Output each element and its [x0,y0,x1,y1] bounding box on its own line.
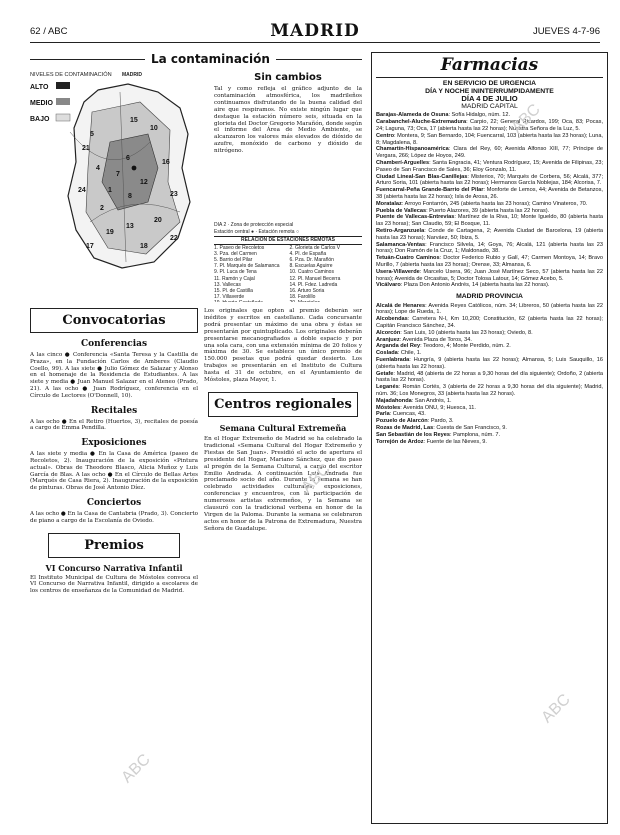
pharmacy-addresses: Avenida ONU, 9; Huesca, 11. [403,404,476,411]
conferencias-title: Conferencias [80,339,148,349]
watermark: ABC [538,691,574,727]
middle-column [204,308,362,823]
pharmacy-addresses: San Luis, 10 (abierta hasta las 23 horas); Oviedo, 8. [403,329,533,336]
svg-text:10: 10 [150,125,158,132]
pharmacy-district: Barajas-Alameda de Osuna [376,112,449,119]
capital-title: MADRID CAPITAL [461,102,518,110]
pharmacy-entry: Barajas-Alameda de Osuna: Sofía Hidalgo, núm. 12. [376,112,511,119]
legend: Estación central ● · Estación remota ○ [214,229,299,236]
pharmacy-district: Usera-Villaverde [376,268,420,275]
contamination-map [30,72,210,272]
pharmacy-district: Ciudad Lineal-San Blas-Canillejas [376,173,468,180]
conferencias-text: A las cinco ● Conferencia «Santa Teresa y la Castilla de Praza», en la Fundación Carlos de Amberes (Claudio Coello, 99). A las siete ● Julio Gómez de Salazar y Alonso en el homenaje de la Residencia de Estudiantes. A las siete y media ● Juan Manuel Salazar en el Ateneo (Prado, 21). A las ocho ● Juan Rodríguez, conferencia en el Círculo de Lectores (O'Donnell, 10). [30,352,198,399]
capital-pharmacy-list [372,112,607,289]
pharmacy-entry: Ciudad Lineal-San Blas-Canillejas: Misterios, 70; Marqués de Corbera, 56; Alcalá, 377; Arturo Soria, 101 (abierta hasta las 22 horas); Hermanos García Noblejas, 184; Alcorisa, 7. [376,173,603,187]
pharmacy-district: Rozas de Madrid, Las [376,425,434,432]
pharmacy-district: Coslada [376,350,398,357]
pharmacy-district: Fuencarral-Peña Grande-Barrio del Pilar [376,187,484,194]
station-item: 18. Farolillo [289,294,316,301]
convocatorias-header: Convocatorias [30,308,198,333]
station-item: 1. Paseo de Recoletos [214,244,265,251]
pharmacy-district: Getafe [376,370,394,377]
pharmacy-addresses: Fuente de las Nieves, 9. [426,438,487,445]
svg-text:12: 12 [140,179,148,186]
pharmacy-addresses: Martínez de la Riva, 10; Monte Igueldo, 80 (abierta hasta las 23 horas); San Claudio, 59; El Bosque, 11. [376,214,604,228]
exposiciones-text: A las siete y media ● En la Casa de América (paseo de Recoletos, 2). Inauguración de la exposición «Pintura actual». Obras de Theodore Blasco, Alicia Muñoz y Luis García de Blas. A las ocho ● En el Círculo de Bellas Artes (Marqués de Casa Riera, 2). Inauguración de la exposición de pinturas. Obras de José Antonio Díez. [30,451,198,492]
pharmacy-entry: Arganda del Rey: Teodoro, 4; Monte Perdido, núm. 2. [376,343,511,350]
pharmacy-addresses: Cuesta de San Francisco, 9. [436,425,507,432]
station-item: 17. Villaverde [214,294,245,301]
station-item [290,300,363,302]
svg-text:15: 15 [130,117,138,124]
pharmacy-addresses: Pardo, 3. [430,418,454,425]
svg-text:1: 1 [108,187,112,194]
premio-continuation-text: Los originales que opten al premio deberán ser inéditos y escritos en castellano. Cada concursante podrá presentar un máximo de una obra y éstas se presentarán por quintuplicado. Los originales deberán presentarse mecanografiados a doble espacio y por una sola cara, con una extensión mínima de 20 folios y máxima de 30. Se establece un único premio de 150.000 pesetas que podrá quedar desierto. Los trabajos se presentarán en el Instituto de Cultura hasta el 31 de octubre, en el Ayuntamiento de Móstoles, plaza Mayor, 1. [204,308,362,384]
pharmacy-addresses: Arroyo Fontarrón, 245 (abierta hasta las 23 horas); Camino Vinateros, 70. [404,200,588,207]
stations-list [214,245,362,302]
issue-date: JUEVES 4-7-96 [532,26,600,37]
pharmacy-district: Puente de Vallecas-Entrevías [376,214,455,221]
station-item: 4. Pl. de España [289,250,327,257]
stations-box [214,222,362,302]
pharmacy-entry: Chamberí-Arguelles: Santa Engracia, 41; Ventura Rodríguez, 15; Avenida de Filipinas, 23; Paseo de San Francisco de Sales, 36; Eloy Gonzalo, 11. [376,159,604,173]
article-text: Tal y como refleja el gráfico adjunto de la contaminación atmosférica, los madrileños continuamos disfrutando de la buena calidad del aire que respiramos. No existe ningún lugar que destaque la estación número seis, situada en la glorieta del Doctor Gregorio Marañón, donde según el informe del Área de Medio Ambiente, se alcanzaron los valores más elevados de dióxido de azufre, monóxido de carbono y dióxido de nitrógeno. [214,86,362,155]
level-low: BAJO [30,116,50,123]
watermark: ABC [118,751,154,787]
central-station-marker [132,166,137,171]
station-item: 8. Escuelas Aguirre [289,263,333,270]
premio-title: VI Concurso Narrativa Infantil [45,562,183,573]
provincia-pharmacy-list [372,303,607,446]
centros-regionales-header: Centros regionales [208,392,358,417]
page-header [30,22,600,43]
pharmacy-entry: Fuencarral-Peña Grande-Barrio del Pilar: Monforte de Lemos, 44; Avenida de Betanzos, 38 (abierta hasta las 22 horas); Isla de Arosa, 26. [376,187,603,200]
station-item: 10. Cuatro Caminos [289,269,334,276]
pharmacy-entry: Chamartín-Hispanoamérica: Clara del Rey, 60; Avenida Alfonso XIII, 77; Príncipe de Vergara, 266; López de Hoyos, 249. [376,146,603,160]
pharmacy-entry: Leganés: Román Cortés, 3 (abierta de 22 horas a 9,30 horas del día siguiente); Madrid, núm. 36; Los Monegros, 33 (abierta hasta las 22 horas). [376,384,603,398]
conciertos-text: A las ocho ● En la Casa de Cantabria (Prado, 3). Concierto de piano a cargo de la Escolanía de Oviedo. [30,510,198,524]
pharmacy-addresses: Hungría, 9 (abierta hasta las 22 horas); Almansa, 5; Luis Sauquillo, 16 (abierta hasta las 22 horas). [376,357,603,370]
pharmacy-addresses: Marcelo Usera, 96; Juan José Martínez Seco, 57 (abierta hasta las 22 horas); Avenida de Orcasitas, 5; Doctor Tolosa Latour, 14; Gómez Acebo, 5. [376,268,604,282]
pharmacy-entry: Carabanchel-Aluche-Extremadura: Carpio, 22; General Ricardos, 199; Oca, 83; Pocas, 24; Laguna, 73; Oca, 17 (abierta hasta las 22 horas); Nuestra Señora de la Luz, 5. [376,119,604,132]
pharmacy-entry: Retiro-Arganzuela: Conde de Cartagena, 2; Avenida Ciudad de Barcelona, 19 (abierta hasta las 23 horas); Narváez, 50; Ibiza, 5. [376,227,604,241]
pharmacy-district: Alcalá de Henares [376,302,426,309]
level-high-swatch [56,82,70,89]
pharmacy-addresses: Santa Engracia, 41; Ventura Rodríguez, 15; Avenida de Filipinas, 23; Paseo de San Francisco de Sales, 36; Eloy Gonzalo, 11. [376,159,604,173]
pharmacy-entry: Alcalá de Henares: Avenida Reyes Católicos, núm. 34; Libreros, 50 (abierta hasta las 22 horas); Lope de Rueda, 1. [376,302,603,316]
station-item: 14. Pl. Fdez. Ladreda [289,281,338,288]
madrid-map-svg [30,72,210,272]
svg-text:21: 21 [82,145,90,152]
pharmacy-district: Centro [376,132,395,139]
pharmacy-box [371,52,608,824]
watermark: ABC [298,461,334,497]
urgency-line-1: EN SERVICIO DE URGENCIA [442,80,537,87]
pharmacy-addresses: Misterios, 70; Marqués de Corbera, 56; Alcalá, 377; Arturo Soria, 101 (abierta hasta las 22 horas); Hermanos García Noblejas, 184; Alcorisa, 7. [376,173,603,187]
station-item: 15. Pl. de Castilla [214,288,253,295]
legend-notes: DÍA 2 · Zona de protección especial [214,222,294,228]
pharmacy-district: Móstoles [376,404,401,411]
pharmacy-district: Vicálvaro [376,282,401,289]
station-item: 11. Ramón y Cajal [214,275,255,282]
pharmacy-entry: Móstoles: Avenida ONU, 9; Huesca, 11. [376,404,476,411]
conciertos-title: Conciertos [86,497,142,508]
pharmacy-addresses: Carretera N-I, Km 10,200; Constitución, 62 (abierta hasta las 22 horas); Capitán Francisco Sánchez, 34. [376,316,603,330]
pharmacy-district: Tetuán-Cuatro Caminos [376,255,440,262]
pharmacy-addresses: Clara del Rey, 60; Avenida Alfonso XIII, 77; Príncipe de Vergara, 266; López de Hoyos, 249. [376,146,603,160]
svg-text:18: 18 [140,243,148,250]
pharmacy-addresses: Plaza Don Antonio Andrés, 14 (abierta hasta las 22 horas). [403,282,550,289]
svg-text:23: 23 [170,191,178,198]
pharmacy-addresses: Pamplona, núm. 7. [453,431,501,438]
pharmacy-addresses: Avenida Reyes Católicos, núm. 34; Libreros, 50 (abierta hasta las 22 horas); Lope de Rueda, 1. [376,302,603,316]
pharmacy-entry: Vicálvaro: Plaza Don Antonio Andrés, 14 (abierta hasta las 22 horas). [376,282,550,289]
contamination-article [214,72,362,222]
pharmacy-district: Leganés [376,384,399,391]
watermark: ABC [508,101,544,137]
pharmacy-title: Farmacias [440,55,539,75]
svg-text:8: 8 [128,193,132,200]
pharmacy-entry: San Sebastián de los Reyes: Pamplona, núm. 7. [376,431,501,438]
pharmacy-district: Salamanca-Ventas [376,241,426,248]
level-medium: MEDIO [30,100,53,107]
station-item: 3. Pza. del Carmen [214,250,257,257]
station-item: 5. Barrio del Pilar [214,257,253,264]
urgency-date: DÍA 4 DE JULIO [461,94,518,104]
contamination-title-bar [30,52,362,66]
pharmacy-district: Chamartín-Hispanoamérica [376,146,449,153]
svg-text:5: 5 [90,131,94,138]
svg-text:22: 22 [170,235,178,242]
svg-text:2: 2 [100,205,104,212]
pharmacy-district: Pozuelo de Alarcón [376,418,428,425]
levels-label: NIVELES DE CONTAMINACIÓN [30,72,112,78]
svg-text:13: 13 [126,223,134,230]
map-city-label: MADRID [122,72,142,78]
pharmacy-entry: Coslada: Chile, 1. [376,350,422,357]
station-item: 16. Arturo Soria [289,288,325,295]
recitales-title: Recitales [90,405,138,416]
pharmacy-district: Moratalaz [376,200,402,207]
exposiciones-title: Exposiciones [81,438,147,449]
left-column [30,308,198,823]
svg-text:4: 4 [96,165,100,172]
contamination-title: La contaminación [145,52,276,66]
pharmacy-addresses: Madrid, 48 (abierta de 22 horas a 9,30 horas del día siguiente); Ordoño, 2 (abierta hasta las 22 horas). [376,370,604,384]
svg-text:16: 16 [162,159,170,166]
svg-text:19: 19 [106,229,114,236]
pharmacy-entry: Majadahonda: San Andrés, 1. [376,397,452,404]
pharmacy-district: Aranjuez [376,336,400,343]
pharmacy-entry: Getafe: Madrid, 48 (abierta de 22 horas a 9,30 horas del día siguiente); Ordoño, 2 (abierta hasta las 22 horas). [376,370,604,384]
pharmacy-entry: Torrejón de Ardoz: Fuente de las Nieves, 9. [376,438,487,445]
pharmacy-district: Torrejón de Ardoz [376,438,424,445]
pharmacy-district: Fuenlabrada [376,357,410,364]
pharmacy-entry: Tetuán-Cuatro Caminos: Doctor Federico Rubio y Galí, 47; Carmen Montoya, 14; Bravo Murillo, 7 (abierta hasta las 23 horas); Orense, 33; Almansa, 6. [376,255,604,268]
pharmacy-entry: Puente de Vallecas-Entrevías: Martínez de la Riva, 10; Monte Igueldo, 80 (abierta hasta las 23 horas); San Claudio, 59; El Bosque, 11. [376,214,604,228]
recitales-text: A las ocho ● En el Retiro (Huertos, 3), recitales de poesía a cargo de Emma Pendilla. [30,418,198,432]
pharmacy-district: San Sebastián de los Reyes [376,431,450,438]
svg-text:20: 20 [154,217,162,224]
pharmacy-addresses: Avenida Plaza de Toros, 34. [402,336,472,343]
level-low-swatch [56,114,70,121]
semana-title: Semana Cultural Extremeña [219,422,347,433]
pharmacy-addresses: Román Cortés, 3 (abierta de 22 horas a 9,30 horas del día siguiente); Madrid, núm. 36; Los Monegros, 33 (abierta hasta las 22 horas). [376,384,603,398]
section-title: MADRID [270,21,360,41]
pharmacy-district: Chamberí-Arguelles [376,159,430,166]
article-title: Sin cambios [254,72,322,83]
provincia-title: MADRID PROVINCIA [456,293,523,301]
pharmacy-addresses: Conde de Cartagena, 2; Avenida Ciudad de Barcelona, 19 (abierta hasta las 23 horas); Narváez, 50; Ibiza, 5. [376,227,604,241]
pharmacy-addresses: Francisco Silvela, 14; Goya, 76; Alcalá, 121 (abierta hasta las 23 horas); Don Ramón de la Cruz, 1; Maldonado, 38. [376,241,603,255]
pharmacy-entry: Alcobendas: Carretera N-I, Km 10,200; Constitución, 62 (abierta hasta las 22 horas); Capitán Francisco Sánchez, 34. [376,316,603,330]
pharmacy-entry: Usera-Villaverde: Marcelo Usera, 96; Juan José Martínez Seco, 57 (abierta hasta las 22 horas); Avenida de Orcasitas, 5; Doctor Tolosa Latour, 14; Gómez Acebo, 5. [376,268,604,282]
level-medium-swatch [56,98,70,105]
pharmacy-district: Parla [376,411,390,418]
pharmacy-entry: Aranjuez: Avenida Plaza de Toros, 34. [376,336,472,343]
pharmacy-addresses: Montera, 9; San Bernardo, 104; Fuencarral, 103 (abierta hasta las 23 horas); Luna, 8; Magdalena, 8. [376,132,603,146]
pharmacy-district: Retiro-Arganzuela [376,227,425,234]
semana-text: En el Hogar Extremeño de Madrid se ha celebrado la tradicional «Semana Cultural del Hogar Extremeño y Fiestas de San Juan». Presidió el acto de apertura el presidente del Hogar, Mariano Sánchez, que dio paso al pregón de la Semana Cultural, a cargo del escritor Emilio Andrada. A continuación Luis Andrada fue proclamado socio del año. Durante la semana se han celebrado actividades culturales, exposiciones, conferencias y encuentros, con la participación de numerosos artistas extremeños, y la Semana se clausuró con la tradicional verbena en honor de la Virgen de la Paloma. Durante la semana se celebraron actos en honor de la Patrona de Extremadura, Nuestra Señora de Guadalupe. [204,435,362,532]
station-item: 7. Pl. Marqués de Salamanca [214,263,280,270]
station-item: 2. Glorieta de Carlos V [289,244,341,251]
stations-title: RELACIÓN DE ESTACIONES REMOTAS [214,236,362,244]
pharmacy-addresses: Teodoro, 4; Monte Perdido, núm. 2. [423,343,511,350]
page-number: 62 / ABC [30,26,68,37]
pharmacy-district: Majadahonda [376,397,412,404]
pharmacy-addresses: Carpio, 22; General Ricardos, 199; Oca, 83; Pocas, 24; Laguna, 73; Oca, 17 (abierta hasta las 22 horas); Nuestra Señora de la Luz, 5. [376,119,604,132]
pharmacy-addresses: Chile, 1. [400,350,422,357]
pharmacy-entry: Rozas de Madrid, Las: Cuesta de San Francisco, 9. [376,425,507,432]
premios-header: Premios [48,533,180,558]
pharmacy-district: Alcobendas [376,316,408,323]
urgency-line-2: DÍA Y NOCHE ININTERRUMPIDAMENTE [425,87,554,95]
pharmacy-district: Carabanchel-Aluche-Extremadura [376,119,467,126]
pharmacy-entry: Puebla de Vallecas: Puerto Alazores, 39 (abierta hasta las 22 horas). [376,207,550,214]
pharmacy-addresses: San Andrés, 1. [414,397,452,404]
station-item: 12. Pl. Manuel Becerra [289,275,341,282]
svg-text:17: 17 [86,243,94,250]
station-item: 13. Vallecas [214,281,241,288]
pharmacy-entry: Alcorcón: San Luis, 10 (abierta hasta las 23 horas); Oviedo, 8. [376,329,533,336]
pharmacy-addresses: Sofía Hidalgo, núm. 12. [451,112,511,119]
svg-text:6: 6 [126,155,130,162]
svg-text:24: 24 [78,187,86,194]
pharmacy-entry: Moratalaz: Arroyo Fontarrón, 245 (abierta hasta las 23 horas); Camino Vinateros, 70. [376,200,588,207]
pharmacy-addresses: Monforte de Lemos, 44; Avenida de Betanzos, 38 (abierta hasta las 22 horas); Isla de Arosa, 26. [376,187,603,200]
pharmacy-addresses: Cuencas, 43. [392,411,426,418]
pharmacy-district: Puebla de Vallecas [376,207,427,214]
pharmacy-district: Arganda del Rey [376,343,421,350]
pharmacy-entry: Centro: Montera, 9; San Bernardo, 104; Fuencarral, 103 (abierta hasta las 23 horas); Luna, 8; Magdalena, 8. [376,132,603,146]
pharmacy-addresses: Doctor Federico Rubio y Galí, 47; Carmen Montoya, 14; Bravo Murillo, 7 (abierta hasta las 23 horas); Orense, 33; Almansa, 6. [376,255,604,268]
pharmacy-entry: Fuenlabrada: Hungría, 9 (abierta hasta las 22 horas); Almansa, 5; Luis Sauquillo, 16 (abierta hasta las 22 horas). [376,357,603,370]
station-item [214,300,287,302]
svg-text:7: 7 [116,171,120,178]
pharmacy-district: Alcorcón [376,329,401,336]
pharmacy-entry: Parla: Cuencas, 43. [376,411,426,418]
pharmacy-entry: Salamanca-Ventas: Francisco Silvela, 14; Goya, 76; Alcalá, 121 (abierta hasta las 23 horas); Don Ramón de la Cruz, 1; Maldonado, 38. [376,241,603,255]
station-item: 9. Pl. Luca de Tena [214,269,257,276]
station-item: 6. Pza. Dr. Marañón [289,257,334,264]
premio-text: El Instituto Municipal de Cultura de Móstoles convoca el VI Concurso de Narrativa Infantil, dirigido a escolares de los centros de enseñanza de la Comunidad de Madrid. [30,574,198,595]
pharmacy-entry: Pozuelo de Alarcón: Pardo, 3. [376,418,454,425]
level-high: ALTO [30,84,49,91]
pharmacy-addresses: Puerto Alazores, 39 (abierta hasta las 22 horas). [429,207,550,214]
